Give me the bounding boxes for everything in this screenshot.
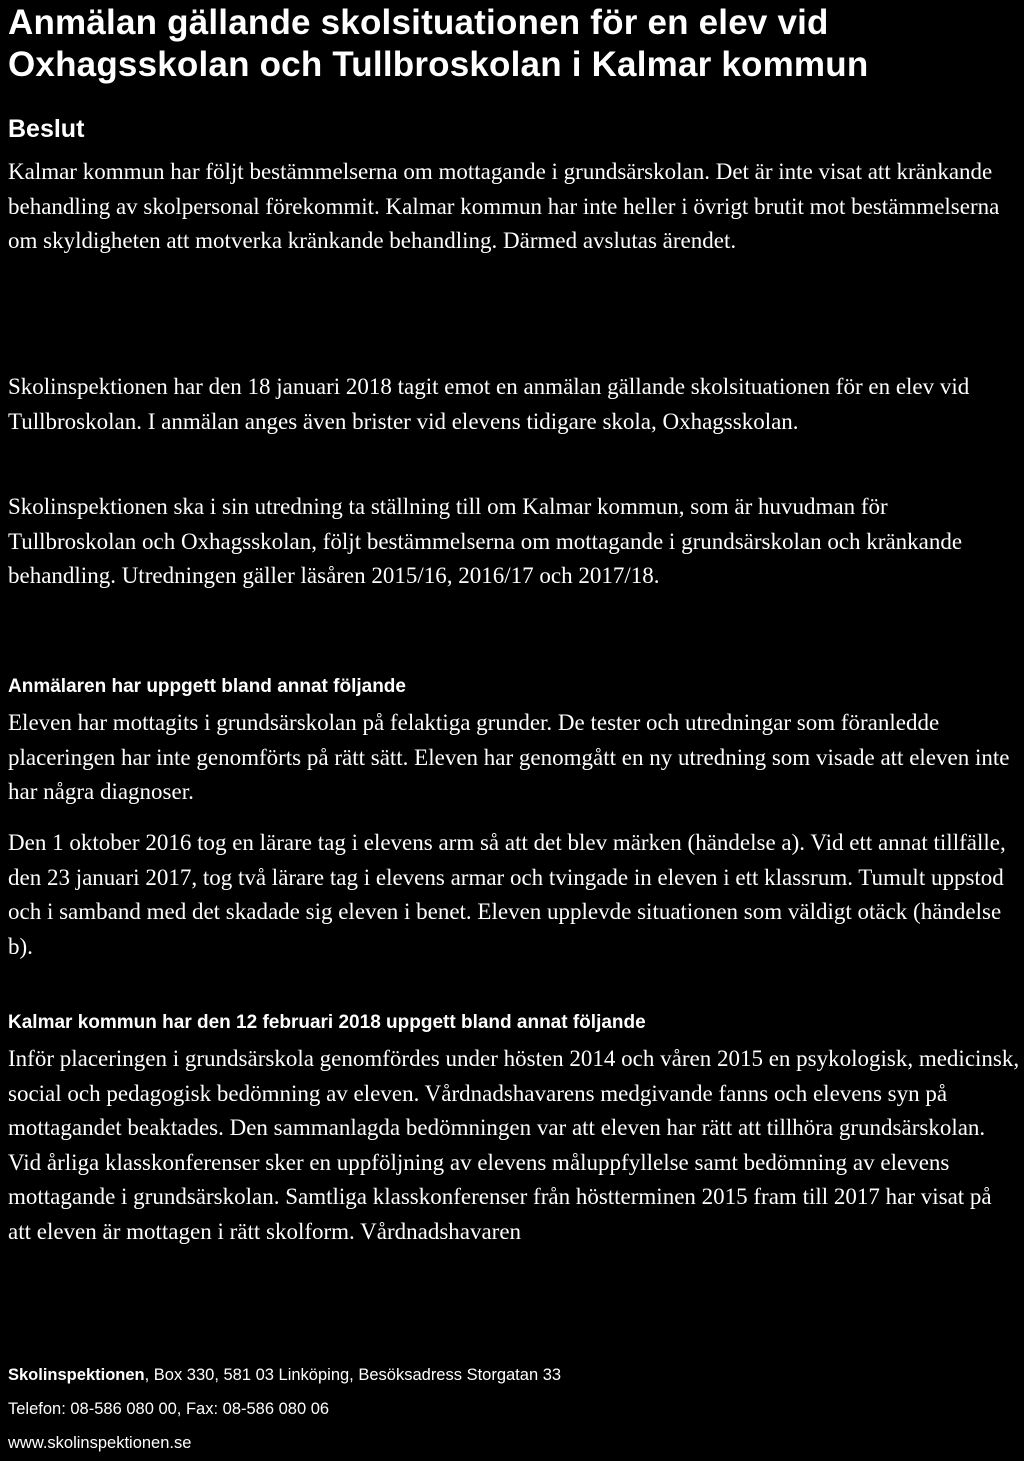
reporter-paragraph-2: Den 1 oktober 2016 tog en lärare tag i elevens arm så att det blev märken (händelse a). Vid ett annat tillfälle, den 23 januari 2017, tog två lärare tag i elevens armar och tvingade in eleven i ett klassrum. Tumult uppstod och i samband med det skadade sig eleven i benet. Eleven upplevde situationen som väldigt otäck (händelse b). <box>8 830 1006 959</box>
footer-org-name: Skolinspektionen <box>8 1366 145 1384</box>
decision-heading: Beslut <box>8 115 85 143</box>
decision-text: Kalmar kommun har följt bestämmelserna om mottagande i grundsärskolan. Det är inte visat att kränkande behandling av skolpersonal förekommit. Kalmar kommun har inte heller i övrigt brutit mot bestämmelserna om skyldigheten att motverka kränkande behandling. Därmed avslutas ärendet. <box>8 159 1000 253</box>
reporter-heading: Anmälaren har uppgett bland annat följande <box>8 676 406 697</box>
footer-phone: Telefon: 08-586 080 00, Fax: 08-586 080 06 <box>8 1400 330 1418</box>
intro-paragraph-1: Skolinspektionen har den 18 januari 2018 tagit emot en anmälan gällande skolsituationen för en elev vid Tullbroskolan. I anmälan anges även brister vid elevens tidigare skola, Oxhagsskolan. <box>8 374 970 434</box>
footer-website[interactable]: www.skolinspektionen.se <box>8 1434 192 1452</box>
municipality-heading: Kalmar kommun har den 12 februari 2018 uppgett bland annat följande <box>8 1012 646 1033</box>
intro-paragraph-2: Skolinspektionen ska i sin utredning ta ställning till om Kalmar kommun, som är huvudman för Tullbroskolan och Oxhagsskolan, följt bestämmelserna om mottagande i grundsärskolan och kränkande behandling. Utredningen gäller läsåren 2015/16, 2016/17 och 2017/18. <box>8 494 963 588</box>
document-title: Anmälan gällande skolsituationen för en elev vid Oxhagsskolan och Tullbroskolan i Kalmar kommun <box>8 3 869 84</box>
reporter-paragraph-1: Eleven har mottagits i grundsärskolan på felaktiga grunder. De tester och utredningar som föranledde placeringen har inte genomförts på rätt sätt. Eleven har genomgått en ny utredning som visade att eleven inte har några diagnoser. <box>8 710 1010 804</box>
footer-address <box>8 1364 561 1386</box>
municipality-paragraph-1: Inför placeringen i grundsärskola genomfördes under hösten 2014 och våren 2015 en psykologisk, medicinsk, social och pedagogisk bedömning av eleven. Vårdnadshavarens medgivande fanns och elevens syn på mottagandet beaktades. Den sammanlagda bedömningen var att eleven har rätt att tillhöra grundsärskolan. Vid årliga klasskonferenser sker en uppföljning av elevens måluppfyllelse samt bedömning av elevens mottagande i grundsärskolan. Samtliga klasskonferenser från höstterminen 2015 fram till 2017 har visat på att eleven är mottagen i rätt skolform. Vårdnadshavaren <box>8 1046 1020 1244</box>
footer-address-text: , Box 330, 581 03 Linköping, Besöksadress Storgatan 33 <box>144 1366 562 1384</box>
